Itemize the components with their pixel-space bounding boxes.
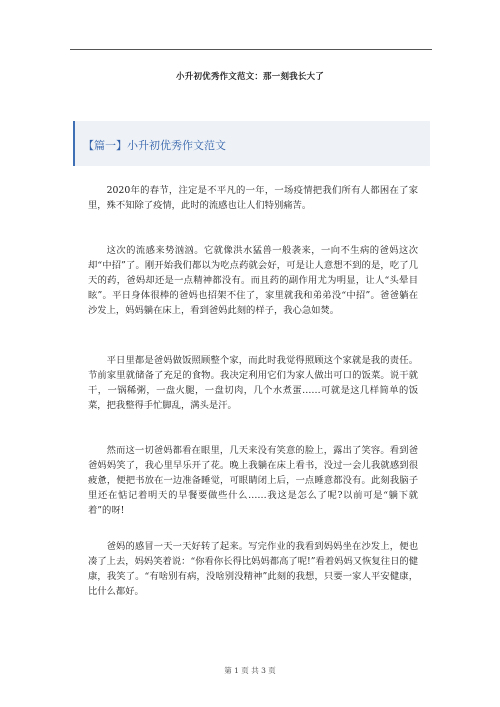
document-title: 小升初优秀作文范文：那一刻我长大了 — [176, 72, 324, 82]
section-heading: 【篇一】小升初优秀作文范文 — [83, 139, 226, 152]
header-rule — [70, 49, 432, 50]
page-footer: 第 1 页 共 3 页 — [224, 666, 276, 675]
paragraph-2: 这次的流感来势汹汹。它就像洪水猛兽一般袭来，一向不生病的爸妈这次却“中招”了。刚开始我们都以为吃点药就会好，可是让人意想不到的是，吃了几天的药，爸妈却还是一点精神都没有。而且药的副作用尤为明显，让人“头晕目眩”。平日身体很棒的爸妈也招架不住了，家里就我和弟弟没“中招”。爸爸躺在沙发上，妈妈躺在床上，看到爸妈此刻的样子，我心急如焚。 — [88, 245, 418, 316]
paragraph-5: 爸妈的感冒一天一天好转了起来。写完作业的我看到妈妈坐在沙发上，便也凑了上去，妈妈笑着说：“你看你长得比妈妈都高了呢!”看着妈妈又恢复往日的健康，我笑了。“有啥别有病，没啥别没精神”此刻的我想，只要一家人平安健康，比什么都好。 — [88, 541, 418, 597]
paragraph-3: 平日里都是爸妈做饭照顾整个家，而此时我觉得照顾这个家就是我的责任。节前家里就储备了充足的食物。我决定利用它们为家人做出可口的饭菜。说干就干，一锅稀粥，一盘火腿，一盘切肉，几个水煮蛋……可就是这几样简单的饭菜，把我整得手忙脚乱，满头是汗。 — [88, 355, 418, 411]
section-heading-box — [73, 121, 430, 166]
paragraph-4: 然而这一切爸妈都看在眼里，几天来没有笑意的脸上，露出了笑容。看到爸爸妈妈笑了，我心里早乐开了花。晚上我躺在床上看书，没过一会儿我就感到很疲惫，便把书放在一边准备睡觉，可眼睛闭上后，一点睡意都没有。此刻我脑子里还在惦记着明天的早餐要做些什么……我这是怎么了呢?以前可是“躺下就着”的呀! — [88, 445, 418, 516]
paragraph-1: 2020年的春节，注定是不平凡的一年，一场疫情把我们所有人都困在了家里，殊不知除了疫情，此时的流感也让人们特别痛苦。 — [88, 185, 418, 211]
